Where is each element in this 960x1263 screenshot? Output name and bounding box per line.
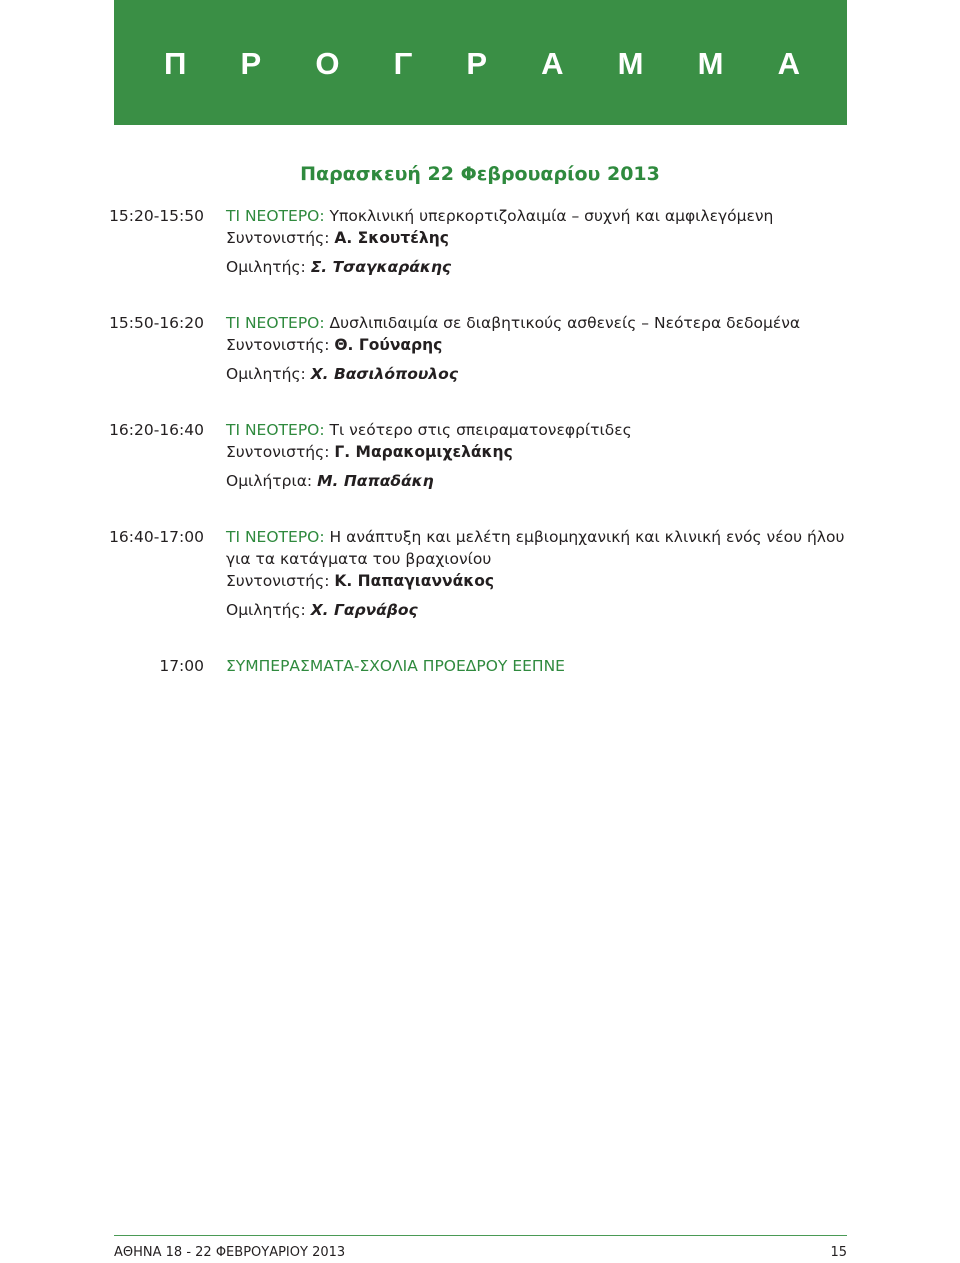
chair-name: Θ. Γούναρης [334, 336, 443, 354]
footer-divider [114, 1235, 847, 1236]
speaker-row [226, 599, 846, 621]
speaker-name: Σ. Τσαγκαράκης [310, 258, 452, 276]
banner-letter: Ο [315, 46, 340, 81]
banner-letter: Ρ [240, 46, 262, 81]
speaker-label: Ομιλητής: [226, 365, 306, 383]
header-banner [114, 0, 847, 125]
chair-label: Συντονιστής: [226, 572, 330, 590]
chair-label: Συντονιστής: [226, 336, 330, 354]
speaker-row [226, 363, 846, 385]
banner-letter: Α [541, 46, 564, 81]
banner-letter: Γ [393, 46, 413, 81]
session-time: 16:40-17:00 [109, 528, 204, 546]
chair-name: Α. Σκουτέλης [334, 229, 449, 247]
speaker-row [226, 470, 846, 492]
closing-body [226, 655, 846, 677]
banner-letter: Μ [697, 46, 724, 81]
speaker-name: Μ. Παπαδάκη [317, 472, 434, 490]
chair-row [226, 334, 846, 356]
topic-text: Υποκλινική υπερκορτιζολαιμία – συχνή και αμφιλεγόμενη [329, 207, 774, 225]
topic-prefix: ΤΙ ΝΕΟΤΕΡΟ: [226, 421, 325, 439]
speaker-row [226, 256, 846, 278]
footer-event: ΑΘΗΝΑ 18 - 22 ΦΕΒΡΟΥΑΡΙΟΥ 2013 [114, 1245, 346, 1260]
closing-text: ΣΥΜΠΕΡΑΣΜΑΤΑ-ΣΧΟΛΙΑ ΠΡΟΕΔΡΟΥ ΕΕΠΝΕ [226, 657, 565, 675]
session-time: 16:20-16:40 [109, 421, 204, 439]
session-topic [226, 312, 846, 334]
chair-row [226, 441, 846, 463]
session-topic [226, 526, 846, 570]
banner-letter: Ρ [466, 46, 488, 81]
speaker-label: Ομιλήτρια: [226, 472, 313, 490]
page-number: 15 [830, 1245, 847, 1260]
speaker-name: Χ. Γαρνάβος [310, 601, 418, 619]
session-topic [226, 205, 846, 227]
session-body [226, 205, 846, 278]
topic-prefix: ΤΙ ΝΕΟΤΕΡΟ: [226, 207, 325, 225]
session-body [226, 419, 846, 492]
banner-title [114, 44, 847, 84]
day-title: Παρασκευή 22 Φεβρουαρίου 2013 [300, 163, 660, 185]
banner-letter: Π [164, 46, 187, 81]
topic-prefix: ΤΙ ΝΕΟΤΕΡΟ: [226, 314, 325, 332]
chair-row [226, 570, 846, 592]
session-time: 15:50-16:20 [109, 314, 204, 332]
banner-letter: Μ [617, 46, 644, 81]
chair-row [226, 227, 846, 249]
speaker-label: Ομιλητής: [226, 258, 306, 276]
chair-name: Κ. Παπαγιαννάκος [334, 572, 495, 590]
session-body [226, 312, 846, 385]
chair-label: Συντονιστής: [226, 443, 330, 461]
session-body [226, 526, 846, 621]
session-time: 15:20-15:50 [109, 207, 204, 225]
chair-name: Γ. Μαρακομιχελάκης [334, 443, 513, 461]
banner-letter: Α [777, 46, 800, 81]
speaker-label: Ομιλητής: [226, 601, 306, 619]
topic-text: Δυσλιπιδαιμία σε διαβητικούς ασθενείς – Νεότερα δεδομένα [329, 314, 801, 332]
speaker-name: Χ. Βασιλόπουλος [310, 365, 459, 383]
topic-prefix: ΤΙ ΝΕΟΤΕΡΟ: [226, 528, 325, 546]
topic-text: Η ανάπτυξη και μελέτη εμβιομηχανική και κλινική ενός νέου ήλου για τα κατάγματα του βραχιονίου [226, 528, 845, 568]
topic-text: Τι νεότερο στις σπειραματονεφρίτιδες [329, 421, 632, 439]
closing-time: 17:00 [159, 657, 204, 675]
chair-label: Συντονιστής: [226, 229, 330, 247]
session-topic [226, 419, 846, 441]
